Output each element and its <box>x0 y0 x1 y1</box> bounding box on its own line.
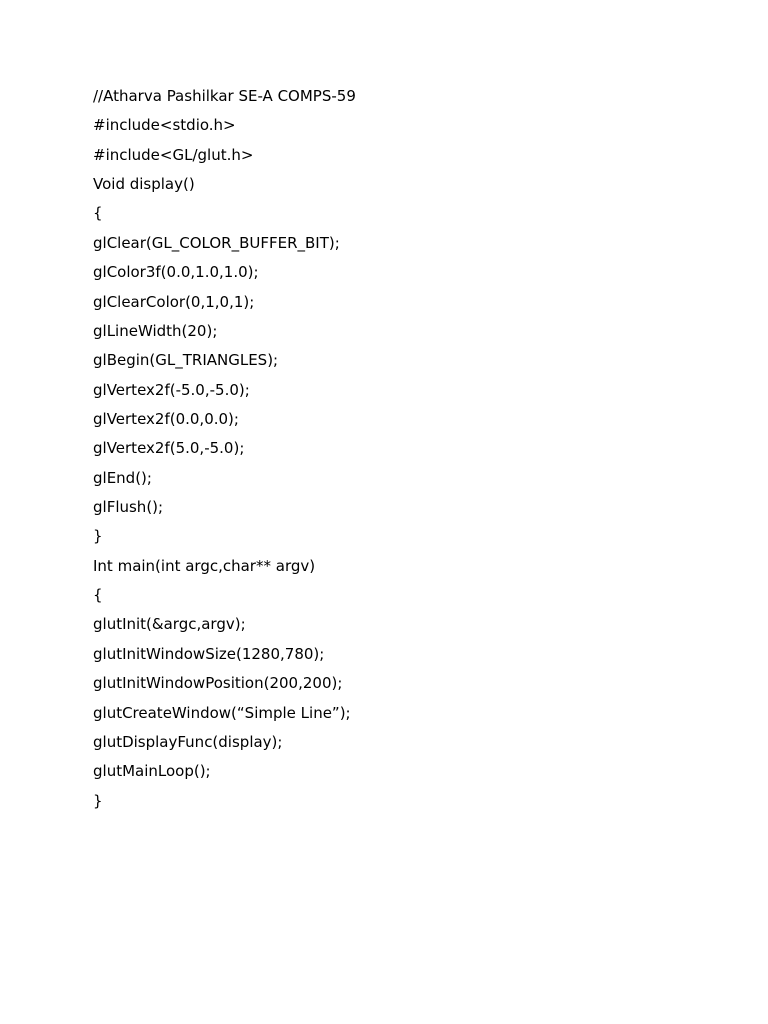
code-line-glutinit: glutInit(&argc,argv); <box>93 615 246 634</box>
code-line-glvertex-3: glVertex2f(5.0,-5.0); <box>93 439 245 458</box>
code-line-display-signature: Void display() <box>93 175 195 194</box>
code-line-glend: glEnd(); <box>93 468 152 487</box>
code-line-main-close-brace: } <box>93 791 103 810</box>
code-line-glutmainloop: glutMainLoop(); <box>93 762 211 781</box>
code-line-author-comment: //Atharva Pashilkar SE-A COMPS-59 <box>93 87 356 105</box>
code-line-include-glut: #include<GL/glut.h> <box>93 145 254 164</box>
code-line-close-brace: } <box>93 527 103 546</box>
code-line-glvertex-1: glVertex2f(-5.0,-5.0); <box>93 380 250 399</box>
code-line-glbegin: glBegin(GL_TRIANGLES); <box>93 351 279 370</box>
code-line-gllinewidth: glLineWidth(20); <box>93 321 218 340</box>
code-line-open-brace: { <box>93 204 103 223</box>
code-line-glflush: glFlush(); <box>93 498 164 517</box>
code-line-glvertex-2: glVertex2f(0.0,0.0); <box>93 409 239 428</box>
code-line-glclearcolor: glClearColor(0,1,0,1); <box>93 292 255 311</box>
code-listing <box>93 84 356 818</box>
code-line-glutinitwindowsize: glutInitWindowSize(1280,780); <box>93 644 325 663</box>
code-line-glclear: glClear(GL_COLOR_BUFFER_BIT); <box>93 233 340 252</box>
code-line-glutdisplayfunc: glutDisplayFunc(display); <box>93 732 283 751</box>
code-line-glutinitwindowposition: glutInitWindowPosition(200,200); <box>93 674 343 693</box>
code-line-main-open-brace: { <box>93 586 103 605</box>
code-line-include-stdio: #include<stdio.h> <box>93 116 236 135</box>
code-line-main-signature: Int main(int argc,char** argv) <box>93 556 316 575</box>
code-line-glcolor3f: glColor3f(0.0,1.0,1.0); <box>93 263 259 282</box>
code-line-glutcreatewindow: glutCreateWindow(“Simple Line”); <box>93 703 351 722</box>
